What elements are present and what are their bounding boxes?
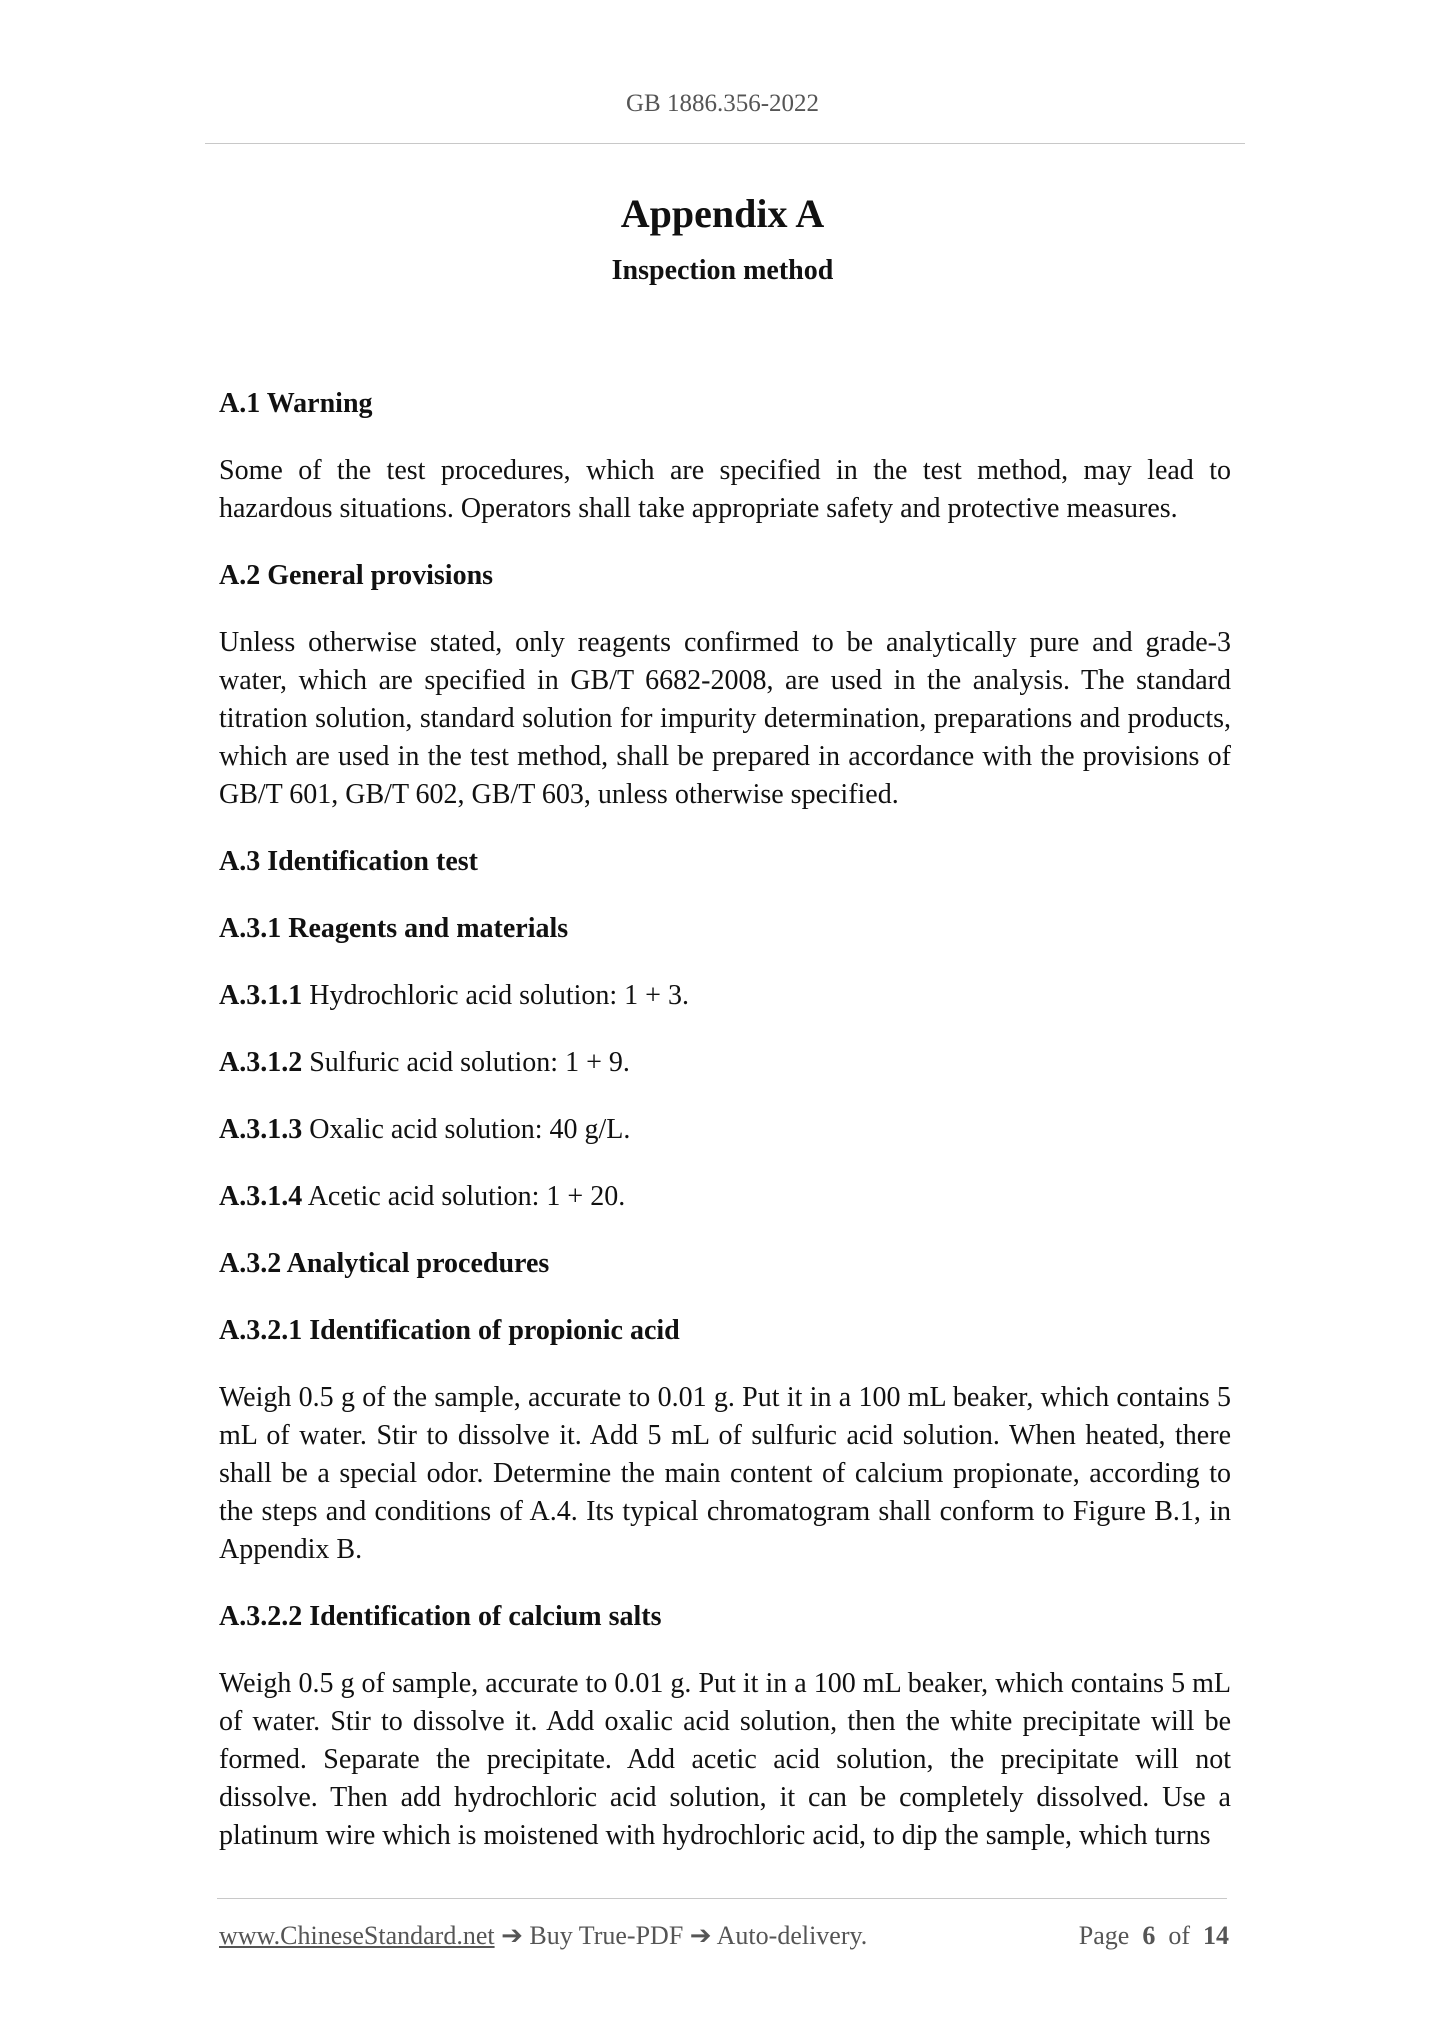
section-heading-a3: A.3 Identification test bbox=[219, 846, 478, 877]
of-label: of bbox=[1168, 1921, 1190, 1950]
clause-a313 bbox=[219, 1111, 1231, 1149]
clause-text: Acetic acid solution: 1 + 20. bbox=[302, 1181, 626, 1212]
clause-text: Sulfuric acid solution: 1 + 9. bbox=[302, 1047, 630, 1078]
section-heading-a31: A.3.1 Reagents and materials bbox=[219, 913, 569, 944]
arrow-right-icon: ➔ bbox=[683, 1921, 717, 1950]
appendix-title: Appendix A bbox=[620, 191, 825, 236]
clause-number: A.3.1.3 bbox=[219, 1114, 303, 1145]
page-footer bbox=[219, 1921, 1229, 1957]
clause-text: Hydrochloric acid solution: 1 + 3. bbox=[302, 980, 689, 1011]
current-page: 6 bbox=[1142, 1921, 1156, 1950]
section-heading-a1: A.1 Warning bbox=[219, 388, 373, 419]
section-heading-a2: A.2 General provisions bbox=[219, 560, 494, 591]
arrow-right-icon: ➔ bbox=[494, 1921, 530, 1950]
clause-number: A.3.1.4 bbox=[219, 1181, 303, 1212]
section-body-a2: Unless otherwise stated, only reagents confirmed to be analytically pure and grade-3 water, which are specified in GB/T 6682-2008, are used in the analysis. The standard titration solution, standard solution for impurity determination, preparations and products, which are used in the test method, shall be prepared in accordance with the provisions of GB/T 601, GB/T 602, GB/T 603, unless otherwise specified. bbox=[219, 627, 1231, 810]
clause-a312 bbox=[219, 1044, 1231, 1082]
clause-number: A.3.1.2 bbox=[219, 1047, 303, 1078]
clause-a311 bbox=[219, 977, 1231, 1015]
document-body bbox=[219, 385, 1231, 1884]
clause-number: A.3.1.1 bbox=[219, 980, 303, 1011]
section-heading-a32: A.3.2 Analytical procedures bbox=[219, 1248, 550, 1279]
footer-promo bbox=[219, 1921, 867, 1951]
total-pages: 14 bbox=[1203, 1921, 1229, 1950]
document-code-header: GB 1886.356-2022 bbox=[625, 90, 820, 117]
section-heading-a322: A.3.2.2 Identification of calcium salts bbox=[219, 1601, 662, 1632]
header-divider bbox=[205, 143, 1245, 144]
section-body-a321: Weigh 0.5 g of the sample, accurate to 0.01 g. Put it in a 100 mL beaker, which contains 5 mL of water. Stir to dissolve it. Add 5 mL of sulfuric acid solution. When heated, there shall be a special odor. Determine the main content of calcium propionate, according to the steps and conditions of A.4. Its typical chromatogram shall conform to Figure B.1, in Appendix B. bbox=[219, 1382, 1231, 1565]
site-link[interactable]: www.ChineseStandard.net bbox=[219, 1921, 495, 1950]
page-label: Page bbox=[1078, 1921, 1130, 1950]
section-heading-a321: A.3.2.1 Identification of propionic acid bbox=[219, 1315, 680, 1346]
footer-divider bbox=[217, 1898, 1227, 1899]
clause-text: Oxalic acid solution: 40 g/L. bbox=[302, 1114, 631, 1145]
page-number bbox=[1079, 1921, 1229, 1951]
section-body-a1: Some of the test procedures, which are specified in the test method, may lead to hazardous situations. Operators shall take appropriate safety and protective measures. bbox=[219, 455, 1231, 524]
auto-delivery-text: Auto-delivery. bbox=[716, 1921, 868, 1950]
appendix-subtitle: Inspection method bbox=[611, 255, 834, 286]
clause-a314 bbox=[219, 1178, 1231, 1216]
section-body-a322: Weigh 0.5 g of sample, accurate to 0.01 g. Put it in a 100 mL beaker, which contains 5 mL of water. Stir to dissolve it. Add oxalic acid solution, then the white precipitate will be formed. Separate the precipitate. Add acetic acid solution, the precipitate will not dissolve. Then add hydrochloric acid solution, it can be completely dissolved. Use a platinum wire which is moistened with hydrochloric acid, to dip the sample, which turns bbox=[219, 1668, 1231, 1851]
buy-pdf-text: Buy True-PDF bbox=[529, 1921, 684, 1950]
